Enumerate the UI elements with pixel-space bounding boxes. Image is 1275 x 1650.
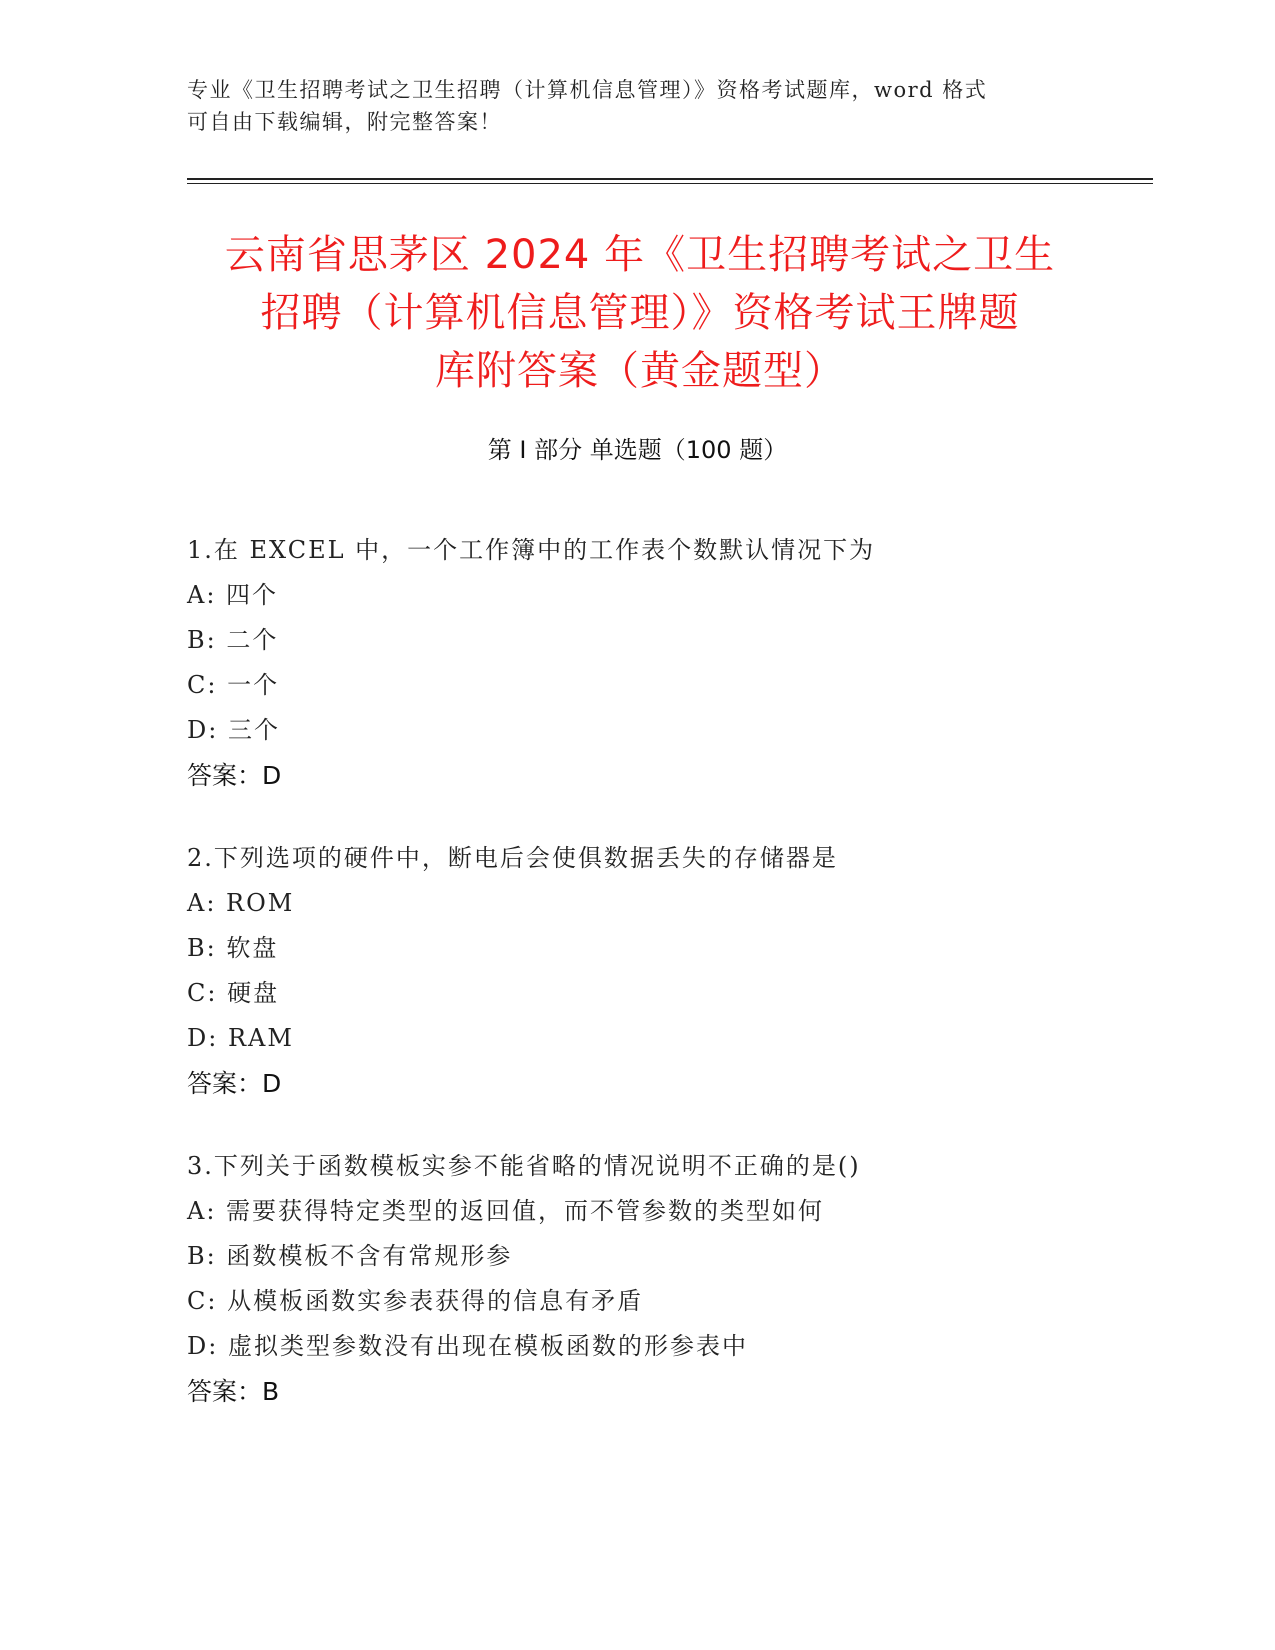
header-divider-thick	[187, 178, 1153, 180]
document-title	[187, 226, 1093, 400]
question-option-d: D: RAM	[187, 1024, 294, 1052]
header-note	[187, 74, 1067, 138]
header-note-line: 专业《卫生招聘考试之卫生招聘（计算机信息管理）》资格考试题库，word 格式	[187, 78, 988, 102]
document-title-line: 招聘（计算机信息管理）》资格考试王牌题	[260, 290, 1020, 336]
question-option-c: C: 硬盘	[187, 979, 280, 1007]
header-note-line: 可自由下载编辑，附完整答案！	[187, 110, 502, 134]
question-item	[187, 528, 1137, 798]
question-list	[187, 528, 1137, 1452]
question-option-d: D: 虚拟类型参数没有出现在模板函数的形参表中	[187, 1332, 748, 1360]
question-stem: 2.下列选项的硬件中，断电后会使俱数据丢失的存储器是	[187, 844, 838, 872]
question-answer: 答案：D	[187, 761, 282, 790]
document-title-line: 云南省思茅区 2024 年《卫生招聘考试之卫生	[224, 232, 1056, 278]
question-option-c: C: 从模板函数实参表获得的信息有矛盾	[187, 1287, 644, 1315]
section-title: 第 I 部分 单选题（100 题）	[487, 436, 788, 464]
question-option-c: C: 一个	[187, 671, 280, 699]
question-stem: 3.下列关于函数模板实参不能省略的情况说明不正确的是()	[187, 1152, 861, 1180]
question-stem: 1.在 EXCEL 中，一个工作簿中的工作表个数默认情况下为	[187, 536, 876, 564]
question-answer: 答案：D	[187, 1069, 282, 1098]
question-option-d: D: 三个	[187, 716, 280, 744]
question-option-a: A: ROM	[187, 889, 295, 917]
header-divider-thin	[187, 183, 1153, 184]
document-title-line: 库附答案（黄金题型）	[435, 348, 845, 394]
question-item	[187, 1144, 1137, 1414]
question-item	[187, 836, 1137, 1106]
question-option-b: B: 函数模板不含有常规形参	[187, 1242, 513, 1270]
question-option-a: A: 需要获得特定类型的返回值，而不管参数的类型如何	[187, 1197, 825, 1225]
question-option-b: B: 软盘	[187, 934, 279, 962]
question-option-a: A: 四个	[187, 581, 279, 609]
question-option-b: B: 二个	[187, 626, 279, 654]
question-answer: 答案：B	[187, 1377, 280, 1406]
